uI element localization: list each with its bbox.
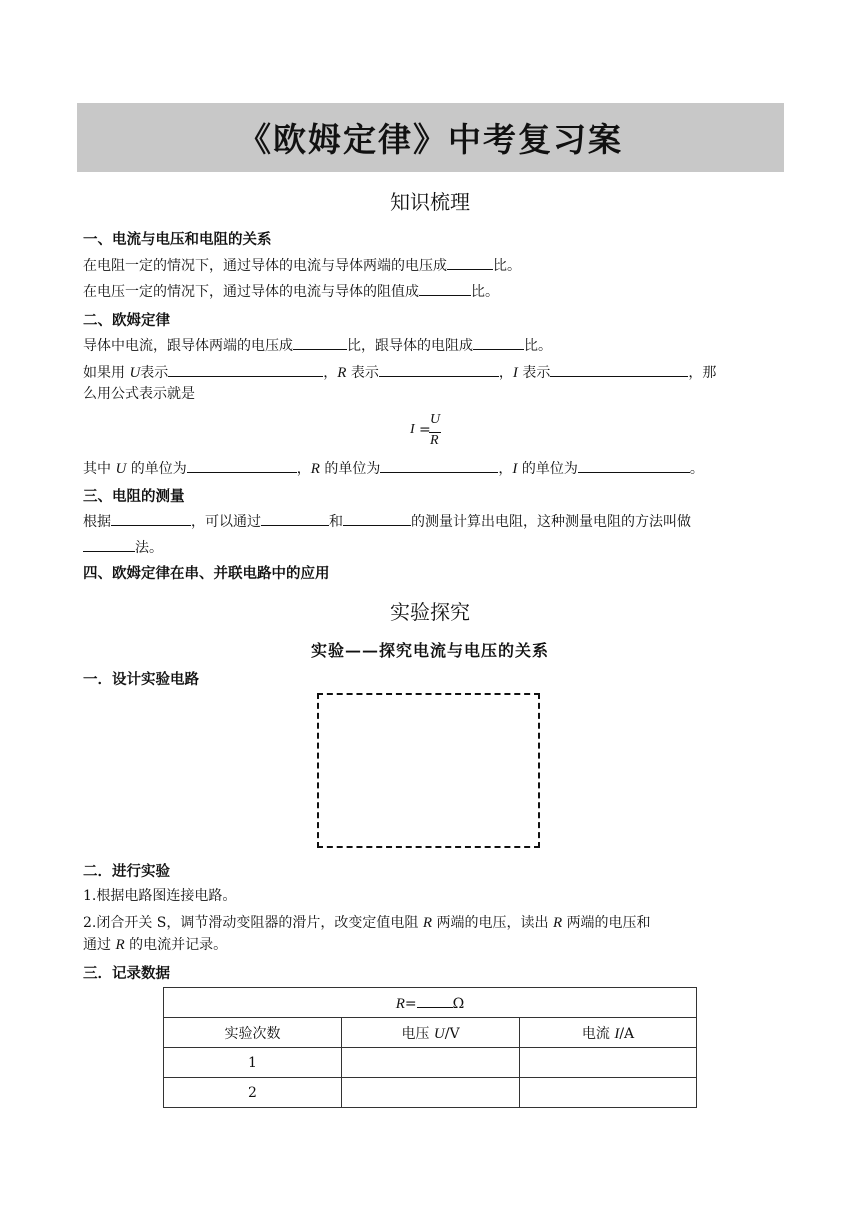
eq-sign: = <box>404 995 417 1012</box>
col-voltage <box>342 1018 520 1048</box>
s2-line-4: 其中 U 的单位为 ，R 的单位为 ，I 的单位为 。 <box>83 458 778 479</box>
fill-blank[interactable] <box>83 537 135 552</box>
s3-line-1 <box>83 511 778 532</box>
fill-blank[interactable] <box>379 362 499 377</box>
text: 表示 <box>522 365 551 381</box>
text: 比。 <box>471 284 499 300</box>
circuit-diagram-box[interactable] <box>317 693 540 848</box>
var-i: I <box>512 365 518 381</box>
e1-heading: 一．设计实验电路 <box>83 672 199 688</box>
text: 在电压一定的情况下，通过导体的电流与导体的阻值成 <box>83 284 419 300</box>
text: 的测量计算出电阻，这种测量电阻的方法叫做 <box>411 514 691 530</box>
s1-line-2 <box>83 281 778 302</box>
formula-lhs: I <box>410 422 415 437</box>
experiment-heading: 实验探究 <box>390 600 470 624</box>
text: /V <box>444 1025 460 1042</box>
e2-heading: 二．进行实验 <box>83 864 170 880</box>
text: 的电流并记录。 <box>129 937 228 953</box>
text: 电压 <box>401 1025 430 1042</box>
text: 和 <box>329 514 343 530</box>
var-r: R <box>337 365 347 381</box>
text: ，那 <box>688 365 717 381</box>
col-trial: 实验次数 <box>164 1018 342 1048</box>
var-r: R <box>115 937 125 953</box>
table-row <box>164 1048 697 1078</box>
text: 其中 <box>83 461 111 477</box>
text: 在电阻一定的情况下，通过导体的电流与导体两端的电压成 <box>83 258 447 274</box>
s2-line-3: 么用公式表示就是 <box>83 386 195 402</box>
var-r: R <box>395 995 405 1012</box>
fill-blank[interactable] <box>380 458 498 473</box>
text: 2.闭合开关 S，调节滑动变阻器的滑片，改变定值电阻 <box>83 915 419 931</box>
text: 比。 <box>524 338 552 354</box>
section-4-heading: 四、欧姆定律在串、并联电路中的应用 <box>83 566 330 582</box>
fill-blank[interactable] <box>417 993 453 1008</box>
text: 比。 <box>493 258 521 274</box>
formula-numerator: U <box>430 412 441 427</box>
knowledge-heading: 知识梳理 <box>390 190 470 214</box>
e2-step-2-cont <box>83 935 778 955</box>
text: 两端的电压，读出 <box>436 915 549 931</box>
var-u: U <box>433 1025 445 1042</box>
ohm-formula <box>410 412 450 452</box>
var-r: R <box>310 461 320 477</box>
s1-line-1 <box>83 255 778 276</box>
text: 如果用 <box>83 365 125 381</box>
text: 的单位为 <box>130 461 187 477</box>
text: 表示 <box>350 365 379 381</box>
trial-number: 1 <box>164 1048 342 1078</box>
s3-line-2 <box>83 537 778 558</box>
unit-ohm: Ω <box>452 995 465 1012</box>
table-row <box>164 1078 697 1108</box>
text: 电流 <box>581 1025 610 1042</box>
e2-step-1: 1.根据电路图连接电路。 <box>83 888 237 904</box>
data-table <box>163 987 697 1108</box>
text: 的单位为 <box>324 461 381 477</box>
trial-number: 2 <box>164 1078 342 1108</box>
s2-line-2: 如果用 U表示 ，R 表示 ，I 表示 ，那 <box>83 362 778 383</box>
section-2-heading: 二、欧姆定律 <box>83 313 170 329</box>
current-cell[interactable] <box>520 1078 697 1108</box>
formula-denominator: R <box>430 433 439 448</box>
voltage-cell[interactable] <box>342 1078 520 1108</box>
section-1-heading: 一、电流与电压和电阻的关系 <box>83 232 272 248</box>
fill-blank[interactable] <box>111 511 191 526</box>
text: 。 <box>689 461 704 477</box>
var-u: U <box>115 461 127 477</box>
fill-blank[interactable] <box>419 281 471 296</box>
col-current <box>520 1018 697 1048</box>
experiment-title: 实验——探究电流与电压的关系 <box>310 641 549 660</box>
fill-blank[interactable] <box>261 511 329 526</box>
text: 的单位为 <box>521 461 578 477</box>
fill-blank[interactable] <box>293 335 347 350</box>
text: 根据 <box>83 514 111 530</box>
var-i: I <box>512 461 518 477</box>
var-r: R <box>552 915 563 931</box>
text: ，可以通过 <box>191 514 261 530</box>
text: 两端的电压和 <box>566 915 651 931</box>
current-cell[interactable] <box>520 1048 697 1078</box>
e3-heading: 三．记录数据 <box>83 966 170 982</box>
section-3-heading: 三、电阻的测量 <box>83 489 185 505</box>
resistance-cell <box>164 988 697 1018</box>
text: 通过 <box>83 937 111 953</box>
fill-blank[interactable] <box>187 458 297 473</box>
var-r: R <box>422 915 433 931</box>
page-title: 《欧姆定律》中考复习案 <box>238 120 623 159</box>
fill-blank[interactable] <box>168 362 323 377</box>
fill-blank[interactable] <box>447 255 493 270</box>
var-i: I <box>614 1025 620 1042</box>
s2-line-1 <box>83 335 778 356</box>
voltage-cell[interactable] <box>342 1048 520 1078</box>
table-header-row <box>164 988 697 1018</box>
var-u: U <box>129 365 141 381</box>
text: /A <box>619 1025 635 1042</box>
formula-eq: = <box>419 422 431 438</box>
fill-blank[interactable] <box>473 335 524 350</box>
text: 比，跟导体的电阻成 <box>347 338 473 354</box>
title-banner <box>77 103 784 172</box>
text: 导体中电流，跟导体两端的电压成 <box>83 338 293 354</box>
table-column-headers <box>164 1018 697 1048</box>
fill-blank[interactable] <box>550 362 688 377</box>
fill-blank[interactable] <box>343 511 411 526</box>
e2-step-2 <box>83 913 778 933</box>
fill-blank[interactable] <box>578 458 690 473</box>
text: 表示 <box>140 365 169 381</box>
text: 法。 <box>135 540 163 556</box>
